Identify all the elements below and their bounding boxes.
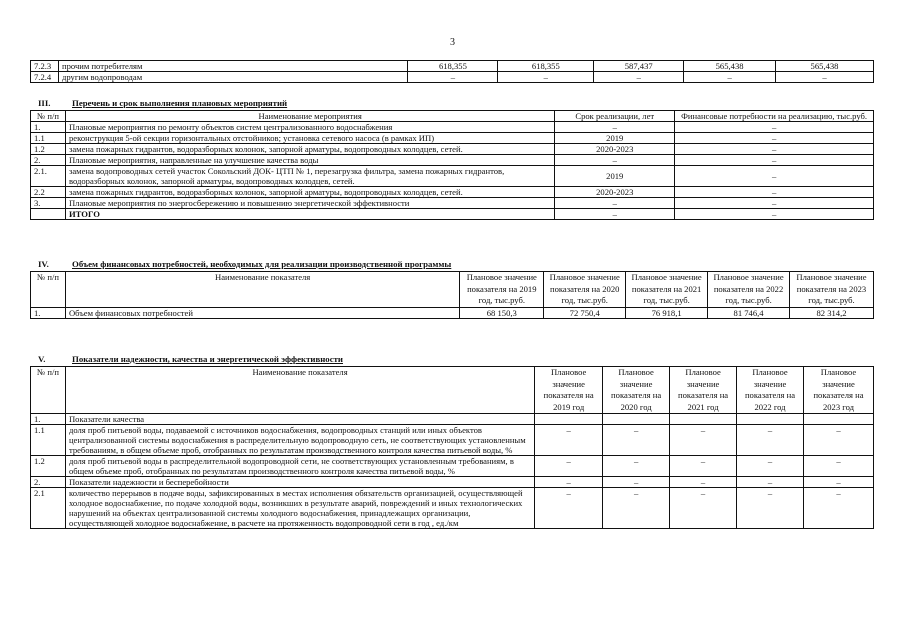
value-cell: – bbox=[670, 456, 737, 477]
header-year: Плановое значение показателя на 2020 год, тыс.руб. bbox=[544, 272, 626, 308]
value-cell: 82 314,2 bbox=[790, 307, 874, 318]
value-cell: 618,355 bbox=[498, 61, 594, 72]
value-cell: – bbox=[776, 72, 874, 83]
section-4-title: Объем финансовых потребностей, необходимых для реализации производственной программы bbox=[72, 259, 452, 269]
row-number: 2. bbox=[31, 155, 66, 166]
table-row bbox=[31, 198, 874, 209]
top-table bbox=[30, 60, 874, 83]
table-row bbox=[31, 144, 874, 155]
section-4-heading: IV. Объем финансовых потребностей, необходимых для реализации производственной программы bbox=[38, 259, 452, 269]
row-finance: – bbox=[675, 144, 874, 155]
row-name: Показатели качества bbox=[65, 414, 534, 425]
row-name: Плановые мероприятия, направленные на улучшение качества воды bbox=[65, 155, 554, 166]
value-cell: – bbox=[535, 477, 603, 488]
row-number: 2.1. bbox=[31, 166, 66, 187]
row-number bbox=[31, 209, 66, 220]
row-finance: – bbox=[675, 133, 874, 144]
table-row bbox=[31, 414, 874, 425]
value-cell bbox=[804, 414, 874, 425]
table-row bbox=[31, 425, 874, 456]
header-year: Плановое значение показателя на 2022 год bbox=[737, 367, 804, 414]
row-term: – bbox=[555, 209, 675, 220]
table-row bbox=[31, 133, 874, 144]
value-cell: 565,438 bbox=[776, 61, 874, 72]
row-term: – bbox=[555, 155, 675, 166]
value-cell: – bbox=[684, 72, 776, 83]
value-cell: – bbox=[594, 72, 684, 83]
value-cell: 72 750,4 bbox=[544, 307, 626, 318]
header-year: Плановое значение показателя на 2023 год bbox=[804, 367, 874, 414]
value-cell: – bbox=[535, 456, 603, 477]
row-number: 1. bbox=[31, 122, 66, 133]
value-cell: 76 918,1 bbox=[626, 307, 708, 318]
value-cell: – bbox=[670, 488, 737, 529]
value-cell: – bbox=[670, 425, 737, 456]
section-5-heading: V. Показатели надежности, качества и энергетической эффективности bbox=[38, 354, 343, 364]
table-row bbox=[31, 61, 874, 72]
value-cell: – bbox=[603, 488, 670, 529]
section-5-table bbox=[30, 366, 874, 529]
row-name: Плановые мероприятия по энергосбережению и повышению энергетической эффективности bbox=[65, 198, 554, 209]
header-name: Наименование мероприятия bbox=[65, 111, 554, 122]
row-name: прочим потребителям bbox=[58, 61, 408, 72]
total-label: ИТОГО bbox=[65, 209, 554, 220]
table-row bbox=[31, 477, 874, 488]
table-row bbox=[31, 307, 874, 318]
row-finance: – bbox=[675, 198, 874, 209]
row-name: замена водопроводных сетей участок Сокольский ДОК- ЦТП № 1, перезагрузка фильтра, замена пожарных гидрантов, водоразборных колонок, запорной арматуры, водопроводных колодцев, сетей. bbox=[65, 166, 554, 187]
table-header-row bbox=[31, 111, 874, 122]
value-cell: – bbox=[603, 456, 670, 477]
header-name: Наименование показателя bbox=[65, 367, 534, 414]
table-row bbox=[31, 72, 874, 83]
row-term: 2020-2023 bbox=[555, 144, 675, 155]
table-header-row bbox=[31, 272, 874, 308]
header-name: Наименование показателя bbox=[65, 272, 459, 308]
section-3-title: Перечень и срок выполнения плановых мероприятий bbox=[72, 98, 288, 108]
header-term: Срок реализации, лет bbox=[555, 111, 675, 122]
row-name: доля проб питьевой воды, подаваемой с источников водоснабжения, водопроводных станций или иных объектов централизованной системы водоснабжения в распределительную водопроводную сеть, не соответствующих установленным требованиям, в общем объеме проб, отобранных по результатам производственного контроля качества питьевой воды, % bbox=[65, 425, 534, 456]
header-year: Плановое значение показателя на 2019 год bbox=[535, 367, 603, 414]
row-number: 1.2 bbox=[31, 456, 66, 477]
value-cell: 618,355 bbox=[408, 61, 498, 72]
value-cell: – bbox=[535, 488, 603, 529]
row-name: Показатели надежности и бесперебойности bbox=[65, 477, 534, 488]
header-year: Плановое значение показателя на 2022 год, тыс.руб. bbox=[708, 272, 790, 308]
value-cell bbox=[535, 414, 603, 425]
row-finance: – bbox=[675, 155, 874, 166]
row-number: 1.1 bbox=[31, 133, 66, 144]
value-cell: – bbox=[737, 456, 804, 477]
row-finance: – bbox=[675, 209, 874, 220]
row-finance: – bbox=[675, 166, 874, 187]
value-cell: 587,437 bbox=[594, 61, 684, 72]
section-5-title: Показатели надежности, качества и энергетической эффективности bbox=[72, 354, 343, 364]
section-4-table bbox=[30, 271, 874, 319]
value-cell: – bbox=[498, 72, 594, 83]
row-name: замена пожарных гидрантов, водоразборных колонок, запорной арматуры, водопроводных колодцев, сетей. bbox=[65, 144, 554, 155]
row-number: 2.1 bbox=[31, 488, 66, 529]
header-num: № п/п bbox=[31, 367, 66, 414]
row-name: Плановые мероприятия по ремонту объектов систем централизованного водоснабжения bbox=[65, 122, 554, 133]
row-name: Объем финансовых потребностей bbox=[65, 307, 459, 318]
row-number: 1. bbox=[31, 307, 66, 318]
row-name: замена пожарных гидрантов, водоразборных колонок, запорной арматуры, водопроводных колодцев, сетей. bbox=[65, 187, 554, 198]
row-name: количество перерывов в подаче воды, зафиксированных в местах исполнения обязательств организацией, осуществляющей холодное водоснабжение, по подаче холодной воды, возникших в результате аварий, повреждений и иных технологических нарушений на объектах централизованной системы холодного водоснабжения, принадлежащих организации, осуществляющей холодное водоснабжение, в расчете на протяженность водопроводной сети в год , ед./км bbox=[65, 488, 534, 529]
row-name: другим водопроводам bbox=[58, 72, 408, 83]
table-row bbox=[31, 187, 874, 198]
table-header-row bbox=[31, 367, 874, 414]
row-term: – bbox=[555, 198, 675, 209]
header-year: Плановое значение показателя на 2021 год, тыс.руб. bbox=[626, 272, 708, 308]
value-cell: – bbox=[408, 72, 498, 83]
value-cell: 68 150,3 bbox=[460, 307, 544, 318]
value-cell: – bbox=[804, 488, 874, 529]
row-term: – bbox=[555, 122, 675, 133]
value-cell bbox=[670, 414, 737, 425]
row-number: 3. bbox=[31, 198, 66, 209]
value-cell: – bbox=[804, 477, 874, 488]
header-year: Плановое значение показателя на 2019 год, тыс.руб. bbox=[460, 272, 544, 308]
row-finance: – bbox=[675, 122, 874, 133]
section-3-table bbox=[30, 110, 874, 220]
row-number: 7.2.3 bbox=[31, 61, 59, 72]
value-cell: 565,438 bbox=[684, 61, 776, 72]
page-number: 3 bbox=[450, 37, 455, 48]
row-name: доля проб питьевой воды в распределительной водопроводной сети, не соответствующих установленным требованиям, в общем объеме проб, отобранных по результатам производственного контроля качества питьевой воды, % bbox=[65, 456, 534, 477]
header-year: Плановое значение показателя на 2020 год bbox=[603, 367, 670, 414]
header-num: № п/п bbox=[31, 111, 66, 122]
header-num: № п/п bbox=[31, 272, 66, 308]
value-cell: – bbox=[737, 477, 804, 488]
row-number: 1.1 bbox=[31, 425, 66, 456]
header-finance: Финансовые потребности на реализацию, тыс.руб. bbox=[675, 111, 874, 122]
value-cell: – bbox=[804, 456, 874, 477]
total-row bbox=[31, 209, 874, 220]
table-row bbox=[31, 155, 874, 166]
row-term: 2019 bbox=[555, 166, 675, 187]
table-row bbox=[31, 456, 874, 477]
header-year: Плановое значение показателя на 2021 год bbox=[670, 367, 737, 414]
value-cell: – bbox=[737, 488, 804, 529]
row-number: 2. bbox=[31, 477, 66, 488]
row-name: реконструкция 5-ой секции горизонтальных отстойников; установка сетевого насоса (в рамках ИП) bbox=[65, 133, 554, 144]
table-row bbox=[31, 166, 874, 187]
row-term: 2020-2023 bbox=[555, 187, 675, 198]
value-cell: – bbox=[670, 477, 737, 488]
row-number: 1. bbox=[31, 414, 66, 425]
value-cell: – bbox=[804, 425, 874, 456]
row-number: 1.2 bbox=[31, 144, 66, 155]
row-finance: – bbox=[675, 187, 874, 198]
table-row bbox=[31, 488, 874, 529]
value-cell bbox=[603, 414, 670, 425]
header-year: Плановое значение показателя на 2023 год, тыс.руб. bbox=[790, 272, 874, 308]
row-number: 2.2 bbox=[31, 187, 66, 198]
value-cell bbox=[737, 414, 804, 425]
value-cell: 81 746,4 bbox=[708, 307, 790, 318]
value-cell: – bbox=[535, 425, 603, 456]
value-cell: – bbox=[603, 425, 670, 456]
row-number: 7.2.4 bbox=[31, 72, 59, 83]
value-cell: – bbox=[737, 425, 804, 456]
section-3-heading: III. Перечень и срок выполнения плановых мероприятий bbox=[38, 98, 288, 108]
row-term: 2019 bbox=[555, 133, 675, 144]
value-cell: – bbox=[603, 477, 670, 488]
table-row bbox=[31, 122, 874, 133]
